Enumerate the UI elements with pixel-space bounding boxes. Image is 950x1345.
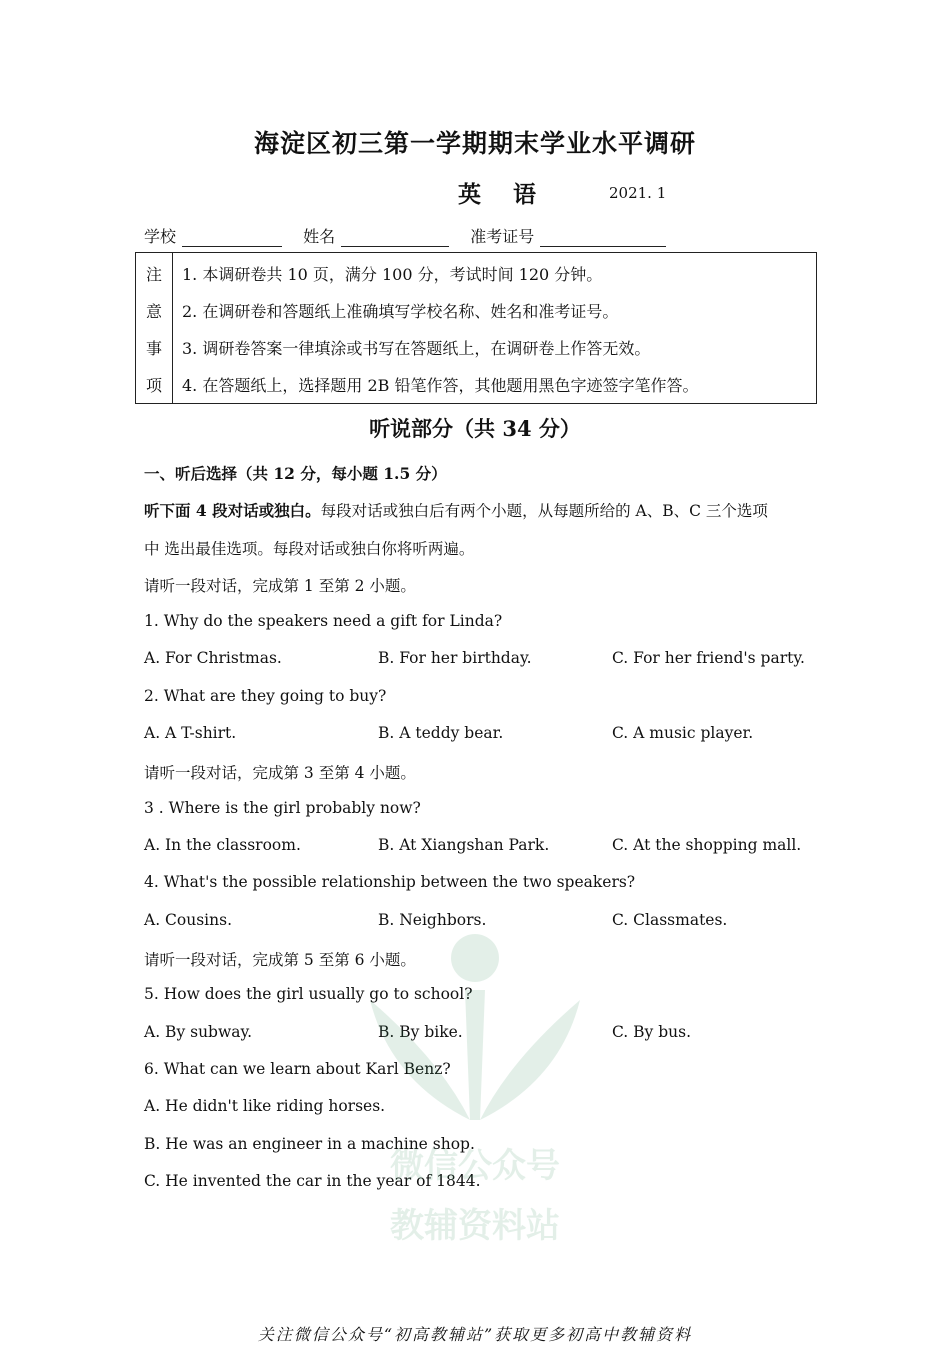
watermark-text-1: 微信公众号 [390, 1146, 560, 1186]
option-a: A. He didn't like riding horses. [144, 1097, 386, 1115]
notice-side-char: 项 [145, 376, 162, 395]
option-c: C. By bus. [612, 1023, 692, 1041]
student-info-fields [144, 224, 682, 247]
option-c: C. At the shopping mall. [612, 836, 802, 854]
option-b: B. He was an engineer in a machine shop. [144, 1135, 475, 1153]
exam-id-blank [540, 230, 666, 247]
notice-item: 2. 在调研卷和答题纸上准确填写学校名称、姓名和准考证号。 [182, 302, 619, 321]
instruction-rest: 每段对话或独白后有两个小题，从每题所给的 A、B、C 三个选项 [320, 502, 768, 520]
option-c: C. For her friend's party. [612, 649, 805, 667]
instruction [144, 499, 768, 521]
name-label: 姓名 [303, 227, 336, 246]
option-b: B. Neighbors. [378, 911, 487, 929]
notice-box [135, 252, 817, 404]
notice-side-char: 事 [145, 339, 162, 358]
question-3: 3 . Where is the girl probably now? [144, 799, 421, 817]
option-a: A. A T-shirt. [144, 724, 237, 742]
listen-instruction: 请听一段对话，完成第 1 至第 2 小题。 [144, 577, 416, 595]
option-b: B. For her birthday. [378, 649, 532, 667]
question-2: 2. What are they going to buy? [144, 687, 387, 705]
listen-instruction: 请听一段对话，完成第 3 至第 4 小题。 [144, 764, 416, 782]
notice-item: 1. 本调研卷共 10 页，满分 100 分，考试时间 120 分钟。 [182, 265, 603, 284]
name-blank [341, 230, 449, 247]
option-c: C. Classmates. [612, 911, 728, 929]
listen-instruction: 请听一段对话，完成第 5 至第 6 小题。 [144, 951, 416, 969]
school-blank [182, 230, 282, 247]
question-1: 1. Why do the speakers need a gift for Linda? [144, 612, 503, 630]
watermark-logo-icon [330, 930, 620, 1130]
notice-side-char: 注 [145, 265, 162, 284]
question-6: 6. What can we learn about Karl Benz? [144, 1060, 451, 1078]
subject-title: 英 语 [458, 181, 549, 208]
notice-item: 3. 调研卷答案一律填涂或书写在答题纸上，在调研卷上作答无效。 [182, 339, 651, 358]
school-label: 学校 [144, 227, 177, 246]
option-b: B. At Xiangshan Park. [378, 836, 550, 854]
exam-id-label: 准考证号 [470, 227, 535, 246]
option-b: B. A teddy bear. [378, 724, 504, 742]
notice-side-char: 意 [145, 302, 162, 321]
question-4: 4. What's the possible relationship between the two speakers? [144, 873, 636, 891]
section-heading: 听说部分（共 34 分） [369, 416, 581, 441]
option-c: C. A music player. [612, 724, 754, 742]
instruction-line2: 中 选出最佳选项。每段对话或独白你将听两遍。 [144, 540, 475, 558]
option-a: A. By subway. [144, 1023, 253, 1041]
exam-date: 2021. 1 [609, 184, 667, 202]
page-title: 海淀区初三第一学期期末学业水平调研 [253, 129, 696, 158]
option-a: A. For Christmas. [144, 649, 282, 667]
watermark [330, 930, 620, 1260]
option-a: A. In the classroom. [144, 836, 301, 854]
option-b: B. By bike. [378, 1023, 463, 1041]
watermark-text-2: 教辅资料站 [390, 1206, 560, 1246]
part-title: 一、听后选择（共 12 分，每小题 1.5 分） [144, 464, 447, 483]
notice-side-label [136, 253, 173, 403]
instruction-bold: 听下面 4 段对话或独白。 [144, 501, 321, 520]
option-c: C. He invented the car in the year of 1844. [144, 1172, 481, 1190]
footer-note: 关注微信公众号“初高教辅站”获取更多初高中教辅资料 [257, 1325, 693, 1344]
notice-item: 4. 在答题纸上，选择题用 2B 铅笔作答，其他题用黑色字迹签字笔作答。 [182, 376, 699, 395]
option-a: A. Cousins. [144, 911, 232, 929]
question-5: 5. How does the girl usually go to school? [144, 985, 473, 1003]
